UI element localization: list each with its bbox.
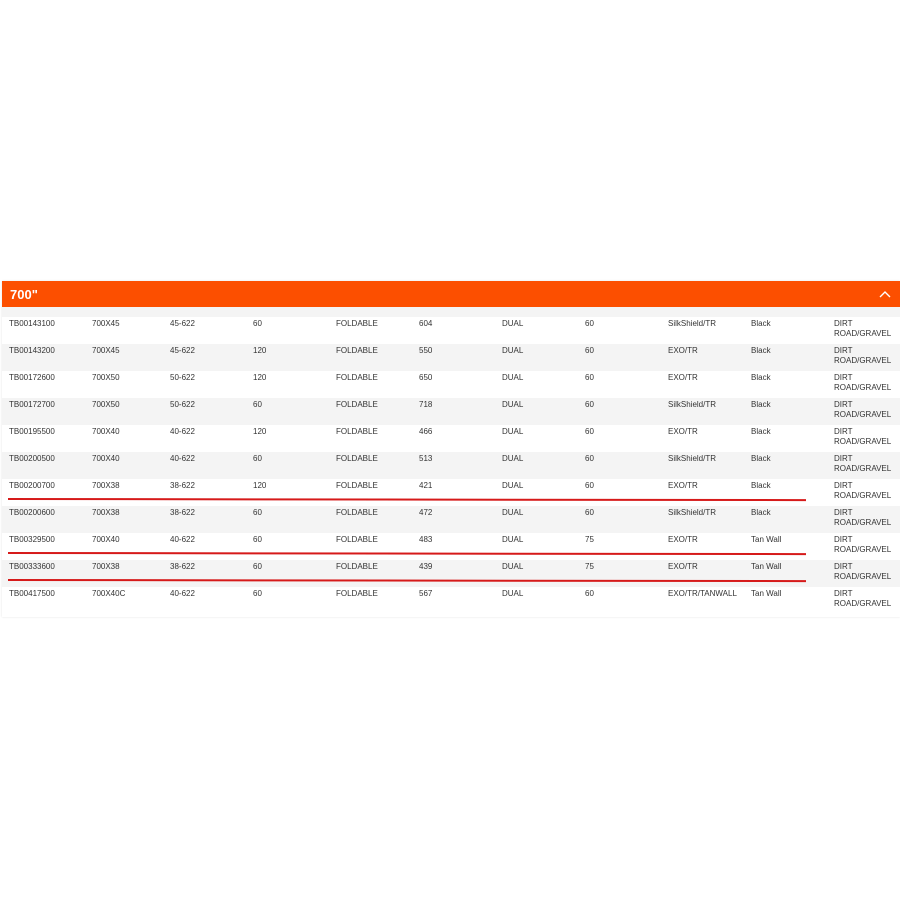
cell-etrto: 40-622 (170, 535, 195, 544)
cell-part-number: TB00200700 (9, 481, 55, 490)
cell-etrto: 45-622 (163, 344, 246, 371)
cell-protection: EXO/TR (661, 344, 744, 371)
cell-max-psi: 60 (585, 373, 594, 382)
cell-bead: FOLDABLE (336, 373, 378, 382)
cell-tpi: 60 (253, 589, 262, 598)
cell-max-psi: 75 (585, 535, 594, 544)
cell-compound: DUAL (502, 427, 524, 436)
cell-etrto: 38-622 (170, 481, 195, 490)
cell-weight: 567 (419, 589, 433, 598)
cell-etrto: 45-622 (170, 319, 195, 328)
cell-sidewall: Black (744, 452, 827, 479)
cell-sidewall: Black (751, 319, 771, 328)
cell-size: 700X40C (92, 589, 126, 598)
cell-bead: FOLDABLE (329, 560, 412, 587)
cell-etrto: 40-622 (170, 589, 195, 598)
cell-terrain: DIRT ROAD/GRAVEL (834, 589, 892, 608)
cell-compound: DUAL (495, 452, 578, 479)
table-row (2, 533, 900, 560)
cell-weight: 472 (412, 506, 495, 533)
spec-table (2, 317, 900, 614)
table-row (2, 371, 900, 398)
cell-bead: FOLDABLE (336, 481, 378, 490)
cell-etrto: 50-622 (163, 398, 246, 425)
cell-compound: DUAL (495, 398, 578, 425)
cell-protection: SilkShield/TR (661, 506, 744, 533)
cell-terrain: DIRT ROAD/GRAVEL (834, 373, 892, 392)
cell-part-number: TB00143100 (9, 319, 55, 328)
cell-terrain: DIRT ROAD/GRAVEL (827, 344, 900, 371)
cell-max-psi: 60 (585, 481, 594, 490)
cell-part-number: TB00200500 (2, 452, 85, 479)
cell-tpi: 60 (246, 398, 329, 425)
table-row (2, 344, 900, 371)
cell-compound: DUAL (502, 589, 524, 598)
cell-size: 700X40 (85, 452, 163, 479)
cell-weight: 513 (412, 452, 495, 479)
cell-sidewall: Black (744, 398, 827, 425)
table-row (2, 479, 900, 506)
cell-tpi: 120 (253, 427, 267, 436)
cell-etrto: 50-622 (170, 373, 195, 382)
cell-tpi: 120 (253, 373, 267, 382)
cell-sidewall: Black (751, 427, 771, 436)
cell-terrain: DIRT ROAD/GRAVEL (834, 481, 892, 500)
cell-part-number: TB00200600 (2, 506, 85, 533)
cell-protection: SilkShield/TR (661, 452, 744, 479)
cell-bead: FOLDABLE (336, 589, 378, 598)
cell-sidewall: Black (744, 506, 827, 533)
cell-weight: 439 (412, 560, 495, 587)
cell-tpi: 60 (253, 535, 262, 544)
cell-max-psi: 60 (578, 452, 661, 479)
cell-etrto: 40-622 (170, 427, 195, 436)
cell-part-number: TB00333600 (2, 560, 85, 587)
cell-protection: SilkShield/TR (661, 398, 744, 425)
cell-bead: FOLDABLE (336, 319, 378, 328)
cell-part-number: TB00195500 (9, 427, 55, 436)
cell-compound: DUAL (502, 481, 524, 490)
cell-max-psi: 60 (578, 398, 661, 425)
cell-terrain: DIRT ROAD/GRAVEL (834, 535, 892, 554)
cell-protection: EXO/TR (668, 481, 698, 490)
cell-bead: FOLDABLE (329, 452, 412, 479)
cell-size: 700X38 (85, 560, 163, 587)
cell-sidewall: Black (751, 373, 771, 382)
cell-tpi: 120 (246, 344, 329, 371)
section-title: 700" (10, 286, 38, 302)
cell-terrain: DIRT ROAD/GRAVEL (827, 452, 900, 479)
cell-bead: FOLDABLE (329, 506, 412, 533)
cell-size: 700X50 (85, 398, 163, 425)
cell-tpi: 60 (246, 560, 329, 587)
cell-bead: FOLDABLE (336, 535, 378, 544)
chevron-up-icon[interactable] (878, 287, 892, 301)
cell-etrto: 38-622 (163, 560, 246, 587)
cell-weight: 466 (419, 427, 433, 436)
cell-tpi: 120 (253, 481, 267, 490)
cell-compound: DUAL (495, 560, 578, 587)
cell-protection: EXO/TR (668, 373, 698, 382)
cell-tpi: 60 (246, 452, 329, 479)
cell-weight: 421 (419, 481, 433, 490)
cell-size: 700X38 (85, 506, 163, 533)
table-row (2, 398, 900, 425)
cell-protection: EXO/TR (661, 560, 744, 587)
cell-tpi: 60 (253, 319, 262, 328)
cell-terrain: DIRT ROAD/GRAVEL (827, 398, 900, 425)
cell-bead: FOLDABLE (329, 398, 412, 425)
cell-size: 700X45 (85, 344, 163, 371)
cell-terrain: DIRT ROAD/GRAVEL (834, 427, 892, 446)
cell-terrain: DIRT ROAD/GRAVEL (827, 506, 900, 533)
cell-etrto: 38-622 (163, 506, 246, 533)
section-header-700[interactable] (2, 281, 900, 307)
cell-weight: 650 (419, 373, 433, 382)
cell-compound: DUAL (502, 535, 524, 544)
cell-bead: FOLDABLE (329, 344, 412, 371)
tire-spec-panel (2, 281, 900, 617)
cell-size: 700X40 (92, 535, 120, 544)
cell-protection: SilkShield/TR (668, 319, 717, 328)
cell-part-number: TB00143200 (2, 344, 85, 371)
table-row (2, 506, 900, 533)
table-row (2, 560, 900, 587)
cell-part-number: TB00172700 (2, 398, 85, 425)
cell-compound: DUAL (502, 373, 524, 382)
cell-sidewall: Black (751, 481, 771, 490)
cell-sidewall: Tan Wall (751, 589, 782, 598)
cell-size: 700X45 (92, 319, 120, 328)
cell-terrain: DIRT ROAD/GRAVEL (827, 560, 900, 587)
cell-max-psi: 60 (578, 344, 661, 371)
cell-part-number: TB00329500 (9, 535, 55, 544)
cell-max-psi: 60 (585, 589, 594, 598)
cell-weight: 604 (419, 319, 433, 328)
table-row (2, 587, 900, 614)
cell-size: 700X40 (92, 427, 120, 436)
cell-weight: 483 (419, 535, 433, 544)
header-spacer (2, 307, 900, 317)
cell-bead: FOLDABLE (336, 427, 378, 436)
cell-max-psi: 60 (585, 427, 594, 436)
cell-max-psi: 60 (585, 319, 594, 328)
cell-compound: DUAL (502, 319, 524, 328)
cell-compound: DUAL (495, 344, 578, 371)
cell-protection: EXO/TR (668, 427, 698, 436)
cell-weight: 718 (412, 398, 495, 425)
cell-sidewall: Tan Wall (744, 560, 827, 587)
cell-terrain: DIRT ROAD/GRAVEL (834, 319, 892, 338)
cell-max-psi: 75 (578, 560, 661, 587)
cell-protection: EXO/TR/TANWALL (668, 589, 737, 598)
cell-weight: 550 (412, 344, 495, 371)
table-row (2, 425, 900, 452)
table-row (2, 452, 900, 479)
cell-etrto: 40-622 (163, 452, 246, 479)
cell-max-psi: 60 (578, 506, 661, 533)
cell-part-number: TB00172600 (9, 373, 55, 382)
cell-tpi: 60 (246, 506, 329, 533)
cell-protection: EXO/TR (668, 535, 698, 544)
cell-compound: DUAL (495, 506, 578, 533)
cell-size: 700X50 (92, 373, 120, 382)
cell-part-number: TB00417500 (9, 589, 55, 598)
table-row (2, 317, 900, 344)
cell-sidewall: Tan Wall (751, 535, 782, 544)
cell-size: 700X38 (92, 481, 120, 490)
cell-sidewall: Black (744, 344, 827, 371)
